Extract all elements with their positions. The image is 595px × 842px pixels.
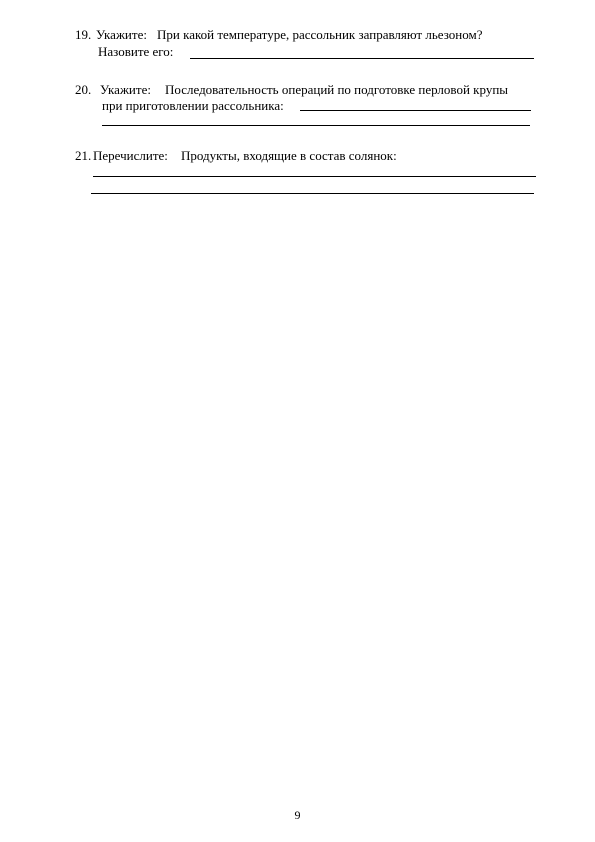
answer-label: Назовите его: (98, 44, 174, 59)
question-text: При какой температуре, рассольник заправляют льезоном? (157, 27, 483, 42)
answer-label: при приготовлении рассольника: (102, 98, 284, 113)
question-verb: Укажите: (96, 27, 147, 42)
answer-line[interactable] (91, 193, 534, 194)
question-number: 19. (75, 27, 92, 42)
question-verb: Перечислите: (93, 148, 168, 163)
question-number: 21. (75, 148, 92, 163)
answer-line[interactable] (102, 125, 530, 126)
question-text: Продукты, входящие в состав солянок: (181, 148, 397, 163)
answer-line[interactable] (93, 176, 536, 177)
answer-line[interactable] (300, 110, 531, 111)
answer-line[interactable] (190, 58, 534, 59)
page-number: 9 (294, 808, 301, 822)
question-text: Последовательность операций по подготовке перловой крупы (165, 82, 509, 97)
question-verb: Укажите: (100, 82, 151, 97)
question-number: 20. (75, 82, 92, 97)
